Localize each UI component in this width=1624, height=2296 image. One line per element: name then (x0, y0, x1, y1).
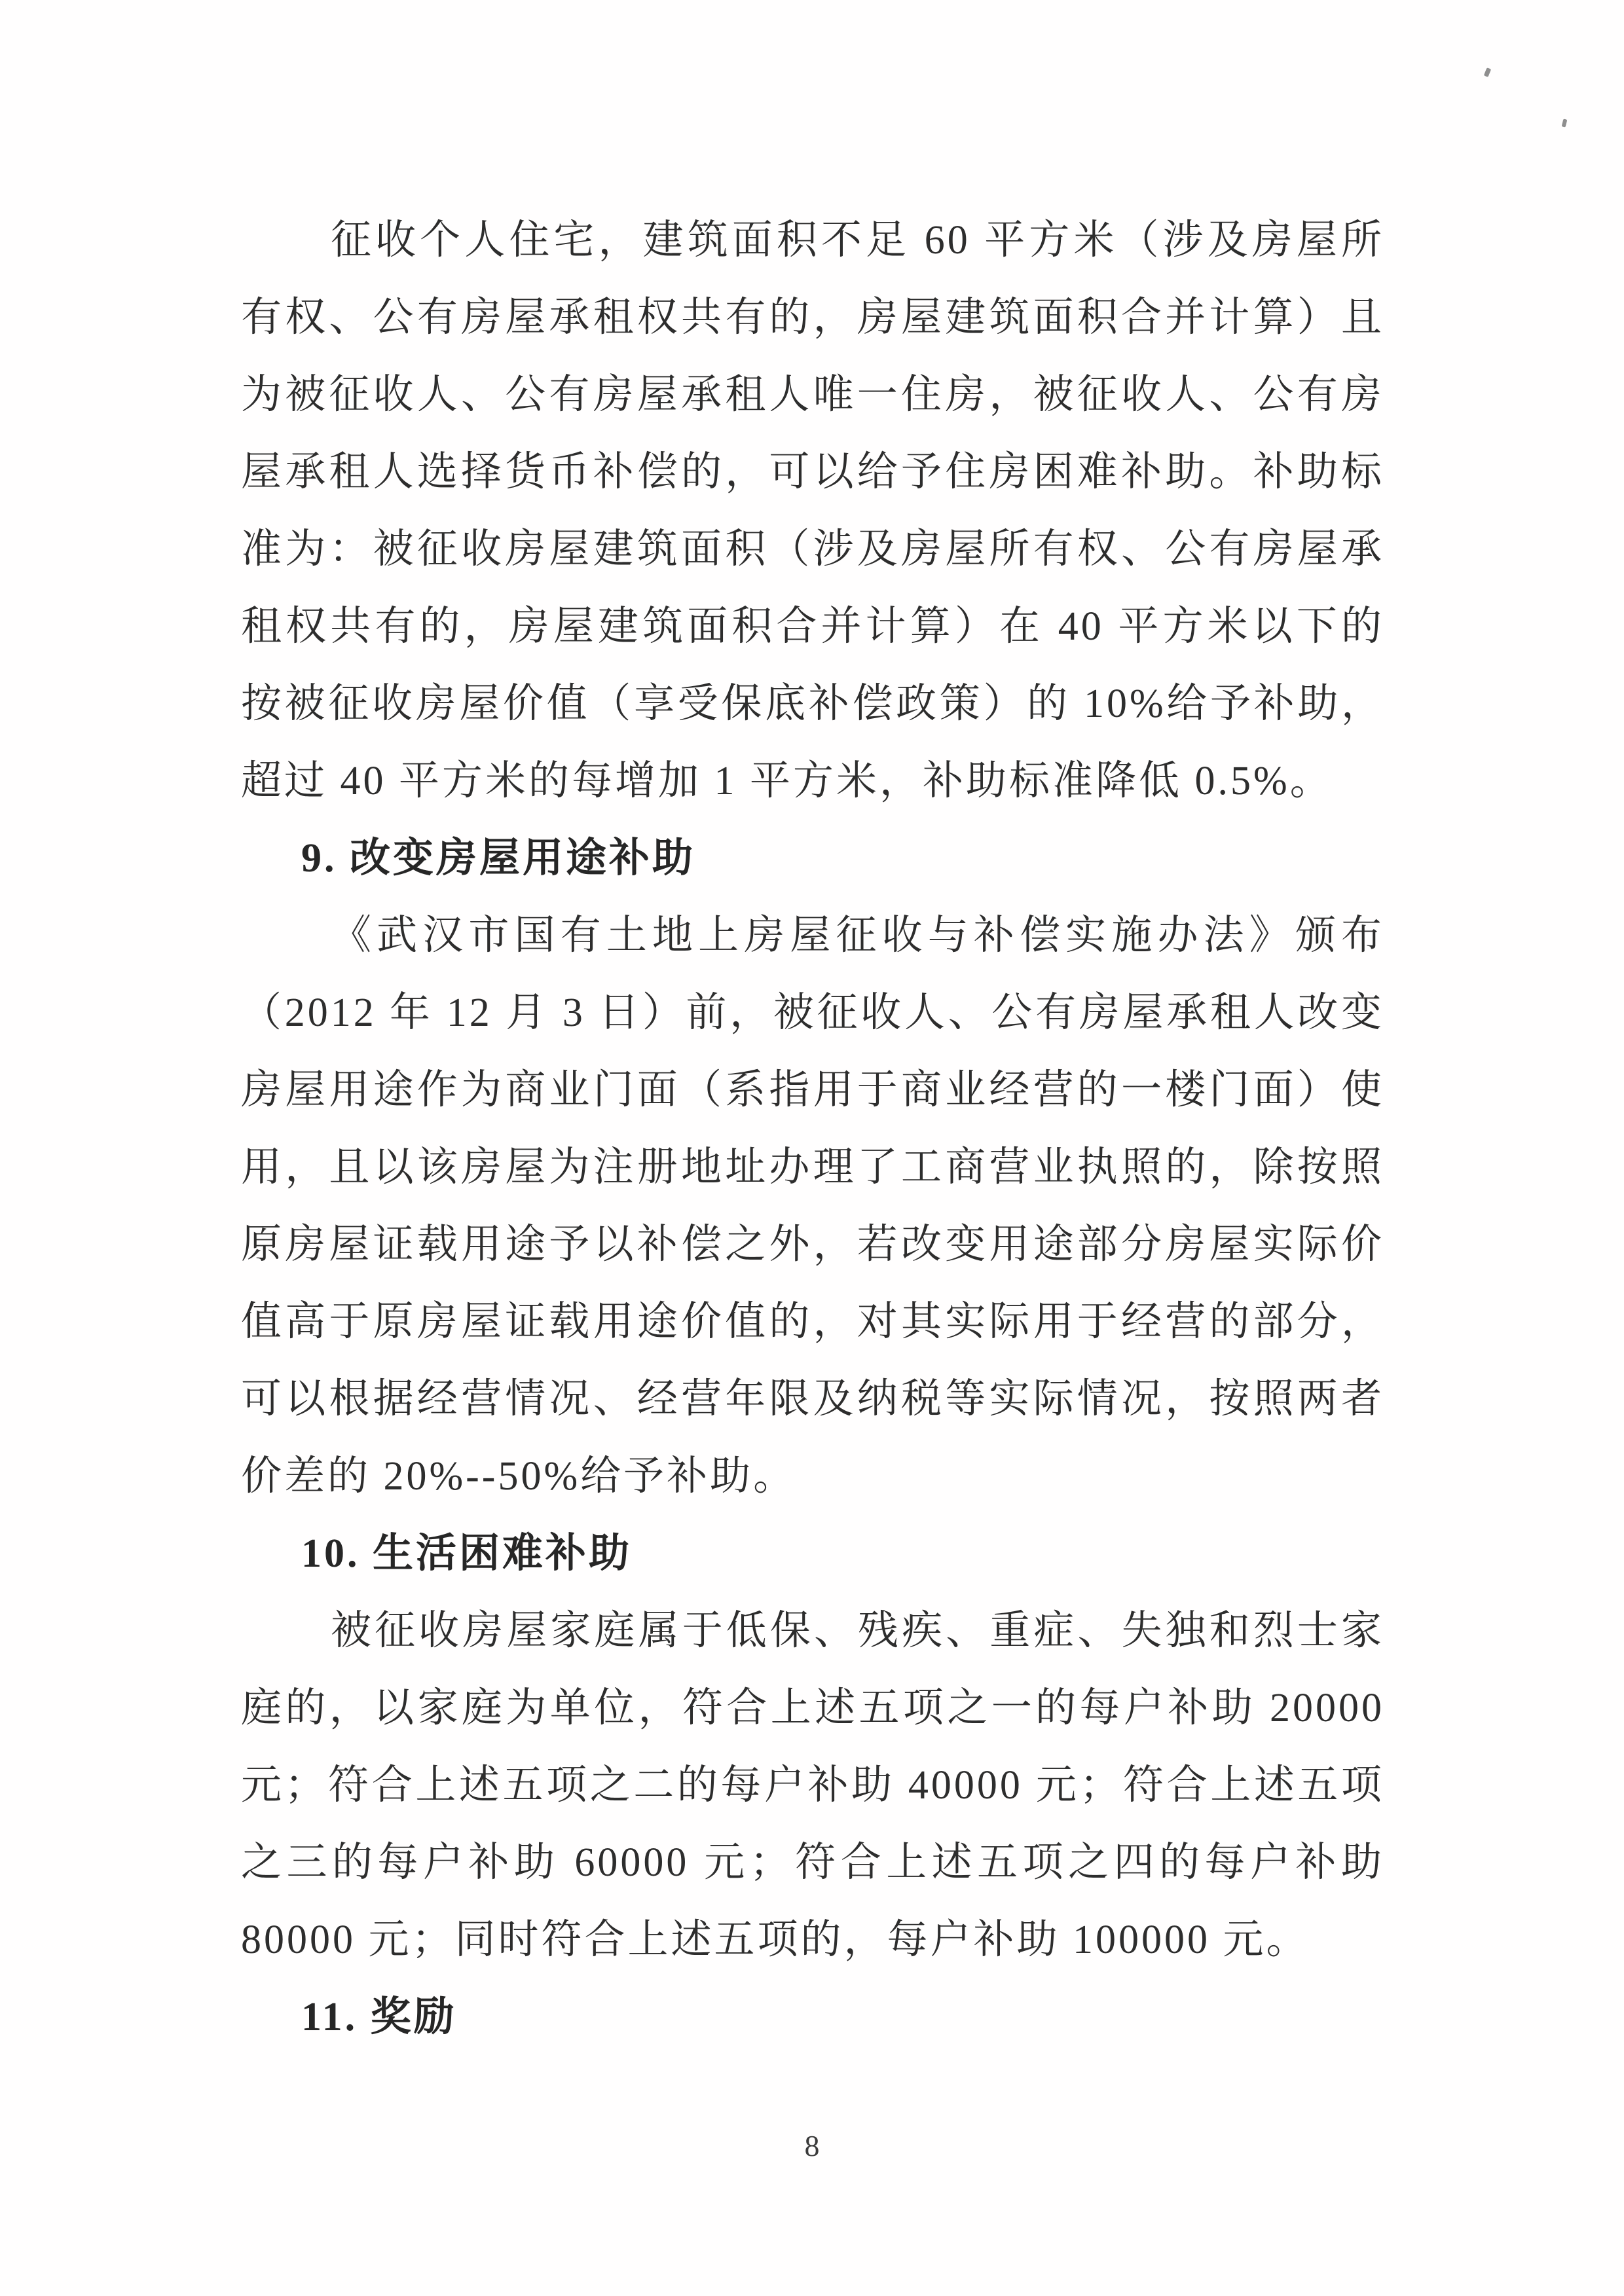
text-line: 80000 元；同时符合上述五项的，每户补助 100000 元。 (241, 1918, 1310, 1962)
text-line: 《武汉市国有土地上房屋征收与补偿实施办法》颁布 (331, 913, 1384, 958)
text-line: 超过 40 平方米的每增加 1 平方米，补助标准降低 0.5%。 (241, 759, 1333, 803)
scan-speck (1484, 67, 1491, 77)
text-line: 用，且以该房屋为注册地址办理了工商营业执照的，除按照 (241, 1145, 1384, 1190)
text-line: 庭的，以家庭为单位，符合上述五项之一的每户补助 20000 (241, 1686, 1384, 1730)
text-line: 准为：被征收房屋建筑面积（涉及房屋所有权、公有房屋承 (241, 527, 1384, 572)
paragraph-housing-difficulty-subsidy (241, 202, 1384, 820)
text-line: 被征收房屋家庭属于低保、残疾、重症、失独和烈士家 (331, 1609, 1384, 1653)
document-body (241, 202, 1384, 2056)
text-line: 元；符合上述五项之二的每户补助 40000 元；符合上述五项 (241, 1763, 1384, 1808)
heading-section-10 (241, 1515, 1384, 1592)
text-line: 房屋用途作为商业门面（系指用于商业经营的一楼门面）使 (241, 1068, 1384, 1112)
text-line: 价差的 20%--50%给予补助。 (241, 1454, 797, 1499)
text-line: 有权、公有房屋承租权共有的，房屋建筑面积合并计算）且 (241, 295, 1384, 340)
heading-section-11 (241, 1978, 1384, 2056)
page-number: 8 (804, 2129, 820, 2162)
text-line: 按被征收房屋价值（享受保底补偿政策）的 10%给予补助， (241, 682, 1384, 726)
text-line: 屋承租人选择货币补偿的，可以给予住房困难补助。补助标 (241, 450, 1384, 494)
text-line: 征收个人住宅，建筑面积不足 60 平方米（涉及房屋所 (331, 218, 1384, 263)
scan-speck (1562, 118, 1568, 127)
text-line: （2012 年 12 月 3 日）前，被征收人、公有房屋承租人改变 (241, 991, 1384, 1035)
text-line: 为被征收人、公有房屋承租人唯一住房，被征收人、公有房 (241, 373, 1384, 417)
paragraph-living-difficulty-subsidy (241, 1592, 1384, 1978)
text-line: 原房屋证载用途予以补偿之外，若改变用途部分房屋实际价 (241, 1222, 1384, 1267)
text-line: 值高于原房屋证载用途价值的，对其实际用于经营的部分， (241, 1300, 1384, 1344)
heading-section-9 (241, 820, 1384, 897)
heading-text: 9. 改变房屋用途补助 (301, 836, 696, 881)
paragraph-usage-change-subsidy (241, 897, 1384, 1515)
text-line: 之三的每户补助 60000 元；符合上述五项之四的每户补助 (241, 1840, 1384, 1885)
text-line: 可以根据经营情况、经营年限及纳税等实际情况，按照两者 (241, 1377, 1384, 1421)
text-line: 租权共有的，房屋建筑面积合并计算）在 40 平方米以下的 (241, 604, 1384, 649)
heading-text: 11. 奖励 (301, 1995, 457, 2039)
heading-text: 10. 生活困难补助 (301, 1531, 633, 1576)
